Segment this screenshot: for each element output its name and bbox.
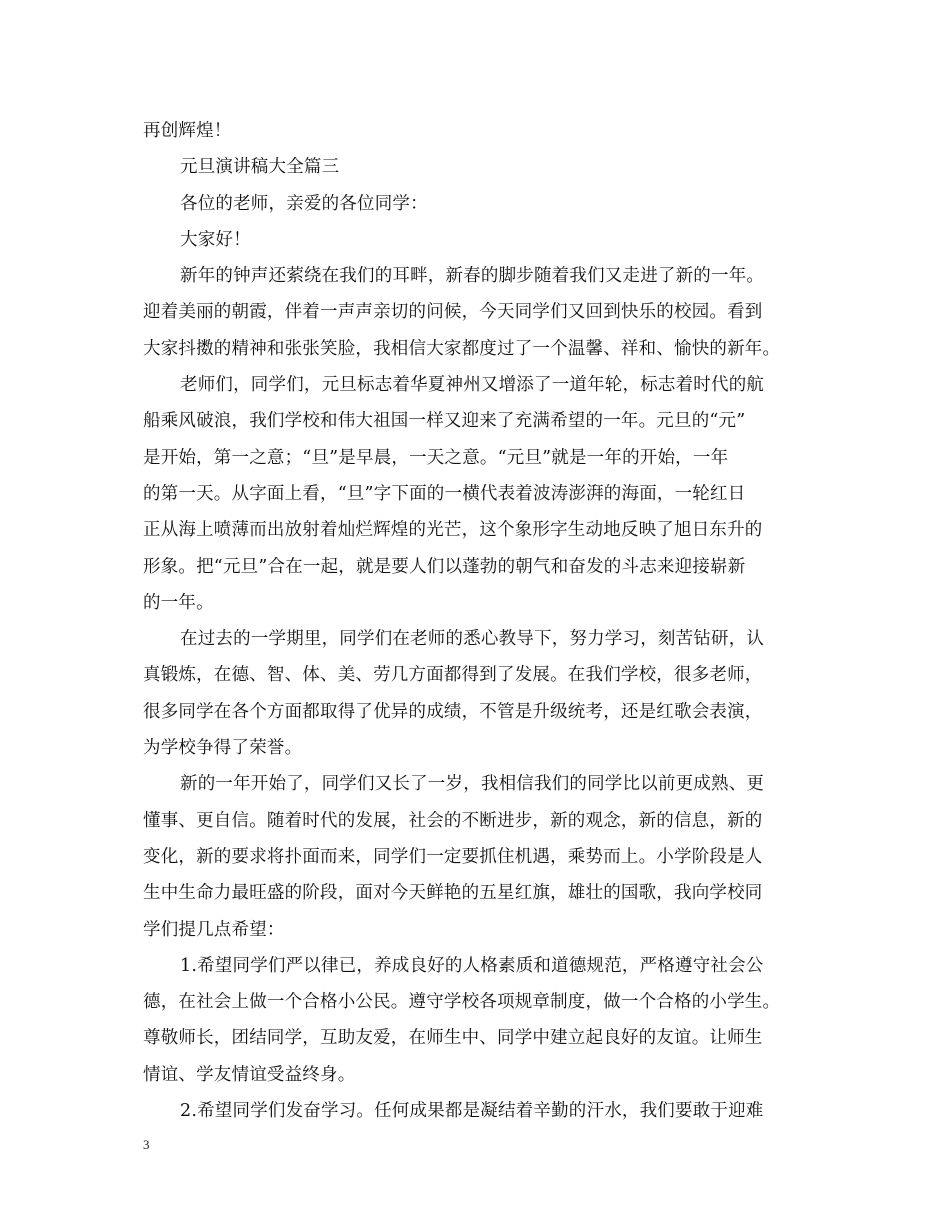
text-line: 大家好！ [180,229,251,250]
text-line: 很多同学在各个方面都取得了优异的成绩，不管是升级统考，还是红歌会表演， [143,701,763,722]
text-line: 的第一天。从字面上看，“旦”字下面的一横代表着波涛澎湃的海面，一轮红日 [143,483,746,504]
text-line: 为学校争得了荣誉。 [143,738,303,759]
text-line: 变化，新的要求将扑面而来，同学们一定要抓住机遇，乘势而上。小学阶段是人 [143,846,763,867]
text-line: 元旦演讲稿大全篇三 [180,157,340,178]
text-line: 情谊、学友情谊受益终身。 [143,1064,356,1085]
document-body [143,113,823,1129]
text-line: 大家抖擞的精神和张张笑脸，我相信大家都度过了一个温馨、祥和、愉快的新年。 [143,338,781,359]
text-line: 迎着美丽的朝霞，伴着一声声亲切的问候，今天同学们又回到快乐的校园。看到 [143,302,763,323]
text-line: 正从海上喷薄而出放射着灿烂辉煌的光芒，这个象形字生动地反映了旭日东升的 [143,520,763,541]
text-line: 真锻炼，在德、智、体、美、劳几方面都得到了发展。在我们学校，很多老师， [143,665,763,686]
text-line: 各位的老师，亲爱的各位同学： [180,193,428,214]
text-line: 船乘风破浪，我们学校和伟大祖国一样又迎来了充满希望的一年。元旦的“元” [143,411,746,432]
text-line: 再创辉煌！ [143,121,232,141]
text-line: 形象。把“元旦”合在一起，就是要人们以蓬勃的朝气和奋发的斗志来迎接崭新 [143,556,746,577]
text-line: 懂事、更自信。随着时代的发展，社会的不断进步，新的观念，新的信息，新的 [143,810,763,831]
text-line: 学们提几点希望： [143,919,285,940]
text-line: 新的一年开始了，同学们又长了一岁，我相信我们的同学比以前更成熟、更 [180,774,765,795]
text-line: 的一年。 [143,592,214,613]
text-line: 德，在社会上做一个合格小公民。遵守学校各项规章制度，做一个合格的小学生。 [143,992,781,1013]
text-line: 2.希望同学们发奋学习。任何成果都是凝结着辛勤的汗水，我们要敢于迎难 [180,1101,764,1122]
text-line: 尊敬师长，团结同学，互助友爱，在师生中、同学中建立起良好的友谊。让师生 [143,1028,763,1049]
text-line: 在过去的一学期里，同学们在老师的悉心教导下，努力学习，刻苦钻研，认 [180,629,765,650]
text-line: 是开始，第一之意；“旦”是早晨，一天之意。“元旦”就是一年的开始，一年 [143,447,729,468]
text-line: 老师们，同学们，元旦标志着华夏神州又增添了一道年轮，标志着时代的航 [180,375,765,396]
page-number: 3 [143,1137,150,1152]
text-line: 生中生命力最旺盛的阶段，面对今天鲜艳的五星红旗，雄壮的国歌，我向学校同 [143,883,763,904]
text-line: 1.希望同学们严以律已，养成良好的人格素质和道德规范，严格遵守社会公 [180,955,764,976]
text-line: 新年的钟声还萦绕在我们的耳畔，新春的脚步随着我们又走进了新的一年。 [180,266,765,287]
